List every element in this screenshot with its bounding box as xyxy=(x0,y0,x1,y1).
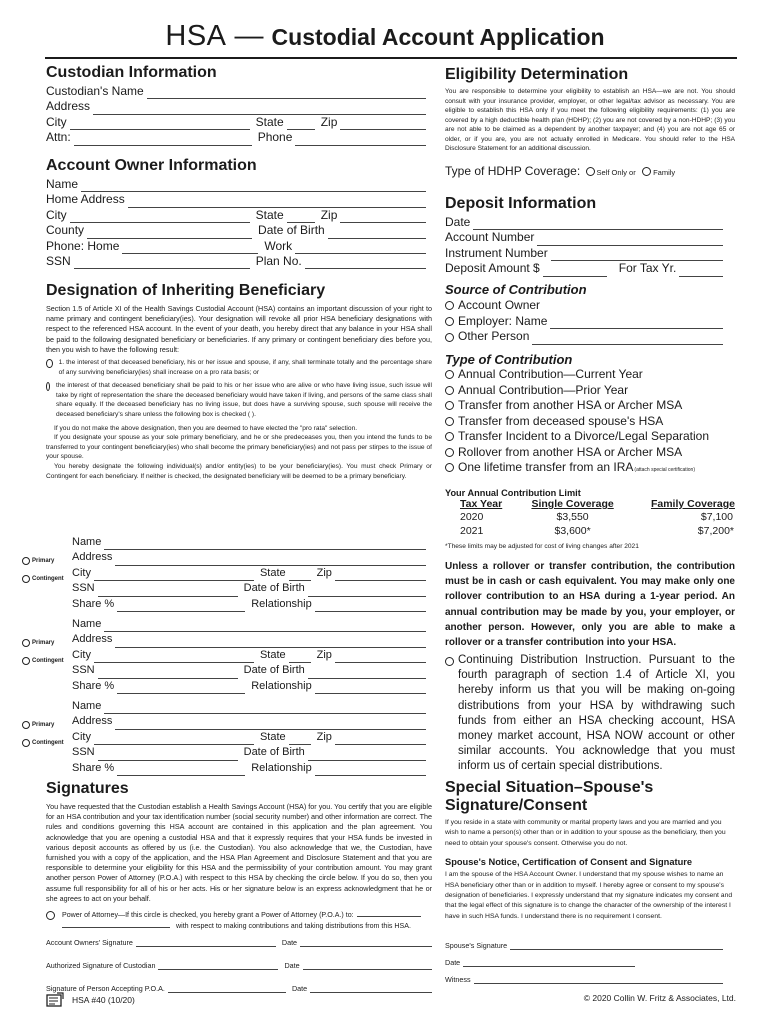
ben-relationship-label: Relationship xyxy=(251,761,312,774)
ben-state-label: State xyxy=(259,566,286,579)
footer-left xyxy=(46,992,135,1008)
owner-state-label: State xyxy=(255,207,284,222)
ben-zip-field[interactable] xyxy=(335,734,426,745)
continuing-text: Continuing Distribution Instruction. Pursuant to the fourth paragraph of section 1.4 of Article XI, you hereby inform us that you will be making on-going distributions from your HSA by withdrawing such funds from either an HSA checking account, HSA money market account, HSA NOW account or other similar accounts. You acknowledge that you must inform us of certain special distributions. xyxy=(458,654,735,773)
type-item xyxy=(445,445,735,461)
ben-share-field[interactable] xyxy=(117,601,245,612)
limits-cell: $3,600* xyxy=(554,525,591,537)
ben-dob-label: Date of Birth xyxy=(243,664,305,677)
type-label: Transfer from deceased spouse's HSA xyxy=(458,413,664,428)
owner-county-label: County xyxy=(46,223,85,238)
poa-sig-label: Signature of Person Accepting P.O.A. xyxy=(46,984,165,993)
ben-dob-field[interactable] xyxy=(308,586,426,597)
ben-name-label: Name xyxy=(72,536,102,548)
primary-radio[interactable] xyxy=(22,639,30,647)
tax-yr-field[interactable] xyxy=(679,266,723,277)
owner-dob-field[interactable] xyxy=(328,228,426,239)
option-2-radio[interactable] xyxy=(46,382,50,391)
owner-city-field[interactable] xyxy=(70,212,250,223)
continuing-radio[interactable] xyxy=(445,657,454,666)
ben-city-label: City xyxy=(72,648,91,661)
beneficiary-block xyxy=(0,699,440,781)
limits-row xyxy=(445,524,735,538)
primary-option xyxy=(22,557,54,565)
spouse-date-label: Date xyxy=(445,958,461,967)
notice-text: I am the spouse of the HSA Account Owner. I understand that my spouse wishes to name an HSA beneficiary other than or in addition to myself. I hereby agree or consent to my spouse's designation of beneficiaries. I expressly understand that my signature indicates my consent and that the legal effect of this signature is to change the character of the ownership of the interest I have in such HSA funds. I understand there is no requirement I consent. xyxy=(445,871,733,920)
poa-option xyxy=(46,909,432,931)
beneficiary-option-2 xyxy=(46,381,432,419)
notice-heading: Spouse's Notice, Certification of Consent and Signature xyxy=(445,857,693,868)
poa-text-1: Power of Attorney—If this circle is checked, you hereby grant a Power of Attorney (P.O.A.) to: xyxy=(62,911,354,920)
ben-city-field[interactable] xyxy=(94,734,254,745)
ben-ssn-label: SSN xyxy=(72,746,95,759)
deposit-amount-label: Deposit Amount $ xyxy=(445,261,540,276)
title-prefix: HSA xyxy=(165,20,227,52)
owner-name-label: Name xyxy=(46,177,79,191)
eligibility-heading: Eligibility Determination xyxy=(445,66,629,83)
owner-phone-home-field[interactable] xyxy=(122,243,258,254)
owner-zip-field[interactable] xyxy=(340,212,426,223)
type-radio[interactable] xyxy=(445,401,454,410)
special-heading-2: Signature/Consent xyxy=(445,797,588,814)
continuing-section xyxy=(445,653,735,775)
owner-county-field[interactable] xyxy=(87,228,252,239)
eligibility-section xyxy=(445,66,735,178)
source-owner-radio[interactable] xyxy=(445,301,454,310)
option-2-text: the interest of that deceased beneficiary shall be paid to his or her issue who are alive or who have living issue, such issue will take by right of representation the share the deceased beneficiary would have taken if living, and persons of the same class shall share equally. If the deceased beneficiary has no living issue, but does have a surviving spouse, such spouse will receive the deceased beneficiary's share unless the following box is checked ( ). xyxy=(56,382,432,418)
owner-sig-label: Account Owners' Signature xyxy=(46,938,133,947)
owner-sig-date-field[interactable] xyxy=(300,939,432,947)
owner-sig-field[interactable] xyxy=(136,939,276,947)
type-label: Transfer from another HSA or Archer MSA xyxy=(458,398,683,412)
account-number-label: Account Number xyxy=(445,230,535,245)
owner-heading: Account Owner Information xyxy=(46,157,257,174)
source-section xyxy=(445,282,735,345)
custodian-phone-label: Phone xyxy=(257,130,293,145)
family-label: Family xyxy=(653,167,676,177)
custodian-zip-label: Zip xyxy=(320,114,338,129)
owner-city-label: City xyxy=(46,207,67,222)
primary-label: Primary xyxy=(32,640,55,646)
ben-address-label: Address xyxy=(72,633,113,646)
ben-dob-label: Date of Birth xyxy=(243,582,305,595)
custodian-address-label: Address xyxy=(46,99,91,114)
ben-dob-field[interactable] xyxy=(308,668,426,679)
limits-note: *These limits may be adjusted for cost of living changes after 2021 xyxy=(445,543,639,550)
primary-label: Primary xyxy=(32,558,55,564)
limits-cell: $7,100 xyxy=(700,511,733,523)
contingent-label: Contingent xyxy=(32,740,64,746)
ben-relationship-field[interactable] xyxy=(315,765,426,776)
beneficiary-block xyxy=(0,535,440,617)
coverage-label: Type of HDHP Coverage: xyxy=(445,163,581,178)
cust-sig-field[interactable] xyxy=(158,962,278,970)
ben-ssn-field[interactable] xyxy=(98,586,238,597)
poa-name-field[interactable] xyxy=(357,909,421,917)
limits-header-family: Family Coverage xyxy=(650,498,735,510)
spouse-sig-field[interactable] xyxy=(510,942,723,950)
owner-sig-date-label: Date xyxy=(281,938,298,947)
ben-relationship-field[interactable] xyxy=(315,601,426,612)
deposit-amount-field[interactable] xyxy=(543,266,607,277)
contingent-option xyxy=(22,575,64,583)
cust-sig-label: Authorized Signature of Custodian xyxy=(46,961,156,970)
ben-share-label: Share % xyxy=(72,679,115,692)
custodian-attn-field[interactable] xyxy=(74,135,252,146)
instrument-number-field[interactable] xyxy=(551,250,723,261)
owner-zip-label: Zip xyxy=(320,207,338,222)
limits-table xyxy=(445,498,735,538)
type-item xyxy=(445,367,735,383)
poa-sig-field[interactable] xyxy=(168,985,286,993)
ben-share-label: Share % xyxy=(72,761,115,774)
eligibility-text: You are responsible to determine your eligibility to establish an HSA—we are not. You should consult with your insurance provider, employer, or other legal/tax advisor as necessary. You are eligible to establish this HSA only if you meet the following eligibility requirements: (1) you are covered by a high deductible health plan (HDHP); (2) you are not covered by a non-HDHP; (3) you are not able to be claimed as a dependent by another taxpayer; and (4) you are not age 65 or older, or if you are, you are not actually enrolled in Medicare. You should refer to the HSA Disclosure Statement for an additional discussion. xyxy=(445,88,735,152)
source-owner-label: Account Owner xyxy=(458,298,541,312)
signatures-section xyxy=(46,780,432,931)
primary-radio[interactable] xyxy=(22,721,30,729)
poa-name-field-2[interactable] xyxy=(62,920,170,928)
type-radio[interactable] xyxy=(445,448,454,457)
poa-radio[interactable] xyxy=(46,911,55,920)
beneficiary-p3: You hereby designate the following individual(s) and/or entity(ies) to be your beneficiary(ies). You must check Primary or Contingent for each beneficiary. If neither is checked, the designated beneficiary will be deemed to be a primary beneficiary. xyxy=(46,462,432,480)
ben-city-label: City xyxy=(72,566,91,579)
type-heading: Type of Contribution xyxy=(445,352,573,367)
source-other-radio[interactable] xyxy=(445,333,454,342)
owner-work-field[interactable] xyxy=(295,243,426,254)
ben-ssn-label: SSN xyxy=(72,582,95,595)
title-main: Custodial Account Application xyxy=(271,24,605,50)
ben-zip-label: Zip xyxy=(316,730,332,743)
source-other-label: Other Person xyxy=(458,329,530,343)
self-only-radio[interactable] xyxy=(586,167,595,176)
type-label: One lifetime transfer from an IRA xyxy=(458,460,634,474)
ben-share-field[interactable] xyxy=(117,765,245,776)
ben-zip-field[interactable] xyxy=(335,570,426,581)
type-radio[interactable] xyxy=(445,463,454,472)
custodian-city-field[interactable] xyxy=(70,119,250,130)
custodian-state-label: State xyxy=(255,114,284,129)
custodian-name-label: Custodian's Name xyxy=(46,84,144,98)
type-label: Transfer Incident to a Divorce/Legal Separation xyxy=(458,429,710,443)
limits-cell: 2020 xyxy=(460,511,484,523)
deposit-section xyxy=(445,195,735,277)
poa-sig-date-label: Date xyxy=(291,984,308,993)
beneficiary-intro: Section 1.5 of Article XI of the Health Savings Custodial Account (HSA) contains an important discussion of your right to name primary and contingent beneficiary(ies). Your designation will revoke all prior HSA beneficiary designations with respect to the referenced HSA account. In the event of your death, you hereby direct that any balance in your HSA shall be paid to the following designated beneficiary or beneficiaries. If any primary or contingent beneficiary dies before you, then you wish to have the following result: xyxy=(46,304,432,354)
owner-plan-no-field[interactable] xyxy=(305,258,426,269)
limits-cell: $7,200* xyxy=(697,525,734,537)
owner-name-field[interactable] xyxy=(81,181,426,192)
ben-relationship-label: Relationship xyxy=(251,597,312,610)
primary-option xyxy=(22,721,54,729)
coverage-type xyxy=(445,164,735,178)
sig-lines xyxy=(46,937,432,993)
ben-dob-field[interactable] xyxy=(308,750,426,761)
custodian-name-field[interactable] xyxy=(147,88,426,99)
primary-label: Primary xyxy=(32,722,55,728)
source-heading: Source of Contribution xyxy=(445,282,587,297)
owner-home-address-label: Home Address xyxy=(46,192,125,207)
owner-ssn-field[interactable] xyxy=(74,258,250,269)
limits-header-single: Single Coverage xyxy=(531,498,614,510)
ben-relationship-field[interactable] xyxy=(315,683,426,694)
deposit-heading: Deposit Information xyxy=(445,195,597,212)
ben-zip-field[interactable] xyxy=(335,652,426,663)
title-rule xyxy=(45,57,737,59)
ben-address-label: Address xyxy=(72,551,113,564)
type-label: Annual Contribution—Prior Year xyxy=(458,382,629,397)
ben-ssn-field[interactable] xyxy=(98,668,238,679)
ben-address-label: Address xyxy=(72,715,113,728)
owner-work-label: Work xyxy=(264,238,293,253)
type-item xyxy=(445,414,735,430)
type-radio[interactable] xyxy=(445,386,454,395)
limits-heading: Your Annual Contribution Limit xyxy=(445,488,581,498)
type-radio[interactable] xyxy=(445,370,454,379)
owner-phone-home-label: Phone: Home xyxy=(46,238,120,253)
custodian-state-field[interactable] xyxy=(287,119,315,130)
owner-home-address-field[interactable] xyxy=(128,197,426,208)
type-label: Rollover from another HSA or Archer MSA xyxy=(458,444,683,459)
ben-city-field[interactable] xyxy=(94,570,254,581)
ben-address-field[interactable] xyxy=(115,719,426,730)
beneficiary-section xyxy=(46,282,432,481)
ben-ssn-label: SSN xyxy=(72,664,95,677)
cust-sig-date-field[interactable] xyxy=(303,962,432,970)
ben-state-label: State xyxy=(259,730,286,743)
ben-state-field[interactable] xyxy=(289,570,311,581)
ben-zip-label: Zip xyxy=(316,648,332,661)
ben-name-field[interactable] xyxy=(104,703,426,714)
beneficiary-p1: If you do not make the above designation, then you are deemed to have elected the "pro rata" selection. xyxy=(54,424,358,432)
limits-row xyxy=(445,510,735,524)
type-item xyxy=(445,429,735,445)
ben-state-field[interactable] xyxy=(289,734,311,745)
type-section xyxy=(445,352,735,479)
contingent-option xyxy=(22,657,64,665)
ben-zip-label: Zip xyxy=(316,566,332,579)
ben-city-field[interactable] xyxy=(94,652,254,663)
custodian-attn-label: Attn: xyxy=(46,130,71,145)
deposit-date-label: Date xyxy=(445,215,471,229)
poa-text-2: with respect to making contributions and taking distributions from this HSA. xyxy=(176,922,411,931)
type-radio[interactable] xyxy=(445,417,454,426)
custodian-address-field[interactable] xyxy=(93,104,426,115)
form-number: HSA #40 (10/20) xyxy=(72,995,135,1005)
other-person-field[interactable] xyxy=(532,334,723,345)
witness-label: Witness xyxy=(445,975,471,984)
source-employer-label: Employer: Name xyxy=(458,313,548,328)
ben-share-field[interactable] xyxy=(117,683,245,694)
contingent-radio[interactable] xyxy=(22,657,30,665)
ben-ssn-field[interactable] xyxy=(98,750,238,761)
ira-note: (attach special certification) xyxy=(634,467,695,473)
special-section xyxy=(445,779,735,922)
family-radio[interactable] xyxy=(642,167,651,176)
contingent-option xyxy=(22,739,64,747)
ben-name-label: Name xyxy=(72,618,102,630)
type-label: Annual Contribution—Current Year xyxy=(458,367,643,381)
ben-city-label: City xyxy=(72,730,91,743)
owner-plan-no-label: Plan No. xyxy=(255,254,302,269)
source-employer-radio[interactable] xyxy=(445,317,454,326)
self-only-label: Self Only or xyxy=(596,167,636,177)
type-item xyxy=(445,383,735,399)
custodian-city-label: City xyxy=(46,114,67,129)
contingent-radio[interactable] xyxy=(22,575,30,583)
rollover-note: Unless a rollover or transfer contribution, the contribution must be in cash or cash equivalent. You may make only one rollover contribution to an HSA during a 1-year period. An annual contribution may be made by you, your employer, or another person. However, only you are able to make a rollover or a transfer contribution into your HSA. xyxy=(445,561,735,649)
special-heading-1: Special Situation–Spouse's xyxy=(445,779,654,796)
ben-address-field[interactable] xyxy=(115,637,426,648)
custodian-section xyxy=(46,64,432,146)
contingent-radio[interactable] xyxy=(22,739,30,747)
option-1-radio[interactable] xyxy=(46,359,53,368)
beneficiary-heading: Designation of Inheriting Beneficiary xyxy=(46,282,326,299)
document-icon xyxy=(46,992,64,1008)
spouse-sig-lines xyxy=(445,940,735,984)
limits-cell: 2021 xyxy=(460,525,484,537)
signatures-text: You have requested that the Custodian establish a Health Savings Account (HSA) for you. You certify that you are eligible for an HSA contribution and your tax identification number (social security number) and other information are correct. The rules and conditions governing this HSA account are contained in this application and the plan agreement. You acknowledge that you are opening a custodial HSA and that it expressly requires that your HSA funds be invested in various deposit accounts as offered by us (i.e. the Custodian). You also acknowledge that we, the Custodian, have furnished you with a copy of the application, and the HSA Plan Agreement and Disclosure Statement and that you are responsible to determine your eligibility for this HSA and the permissibility of your contribution amount. You may grant another person Power of Attorney (P.O.A.) with respect to this HSA by checking the circle below. If you do so, then you assume full responsibility for all of his or her acts. His or her signature below is an express acknowledgment that he or she agrees to act on your behalf. xyxy=(46,802,432,903)
spouse-sig-label: Spouse's Signature xyxy=(445,941,508,950)
owner-dob-label: Date of Birth xyxy=(258,223,325,238)
primary-option xyxy=(22,639,54,647)
tax-yr-label: For Tax Yr. xyxy=(618,261,677,276)
ben-address-field[interactable] xyxy=(115,555,426,566)
limits-header-year: Tax Year xyxy=(460,498,503,510)
ben-dob-label: Date of Birth xyxy=(243,746,305,759)
limits-section xyxy=(445,488,735,550)
ben-share-label: Share % xyxy=(72,597,115,610)
contingent-label: Contingent xyxy=(32,576,64,582)
poa-sig-date-field[interactable] xyxy=(310,985,432,993)
custodian-phone-field[interactable] xyxy=(295,135,426,146)
limits-cell: $3,550 xyxy=(556,511,589,523)
ben-state-field[interactable] xyxy=(289,652,311,663)
employer-name-field[interactable] xyxy=(550,318,723,329)
special-text: If you reside in a state with community or marital property laws and you are married and you wish to name a person(s) other than or in addition to your spouse as the beneficiary, then you need to obtain your spouse's consent. Otherwise you do not. xyxy=(445,819,726,847)
option-1-text: 1. the interest of that deceased beneficiary, his or her issue and spouse, if any, shall terminate totally and the percentage share of any surviving beneficiary(ies) shall increase on a pro rata basis; or xyxy=(58,359,432,376)
ben-name-label: Name xyxy=(72,700,102,712)
ben-name-field[interactable] xyxy=(104,621,426,632)
primary-radio[interactable] xyxy=(22,557,30,565)
beneficiary-block xyxy=(0,617,440,699)
signatures-heading: Signatures xyxy=(46,780,129,797)
ben-state-label: State xyxy=(259,648,286,661)
owner-state-field[interactable] xyxy=(287,212,315,223)
page-title xyxy=(0,20,770,53)
witness-field[interactable] xyxy=(474,976,723,984)
type-list xyxy=(445,367,735,479)
type-radio[interactable] xyxy=(445,432,454,441)
ben-name-field[interactable] xyxy=(104,539,426,550)
cust-sig-date-label: Date xyxy=(284,961,300,970)
owner-section xyxy=(46,157,432,269)
title-dash: — xyxy=(234,20,264,52)
contingent-label: Contingent xyxy=(32,658,64,664)
account-number-field[interactable] xyxy=(537,235,723,246)
custodian-zip-field[interactable] xyxy=(340,119,426,130)
spouse-date-field[interactable] xyxy=(463,959,635,967)
type-item xyxy=(445,398,735,414)
ben-relationship-label: Relationship xyxy=(251,679,312,692)
type-item xyxy=(445,460,735,479)
copyright: © 2020 Collin W. Fritz & Associates, Ltd. xyxy=(583,993,736,1003)
beneficiary-option-1 xyxy=(46,358,432,377)
instrument-number-label: Instrument Number xyxy=(445,245,548,260)
deposit-date-field[interactable] xyxy=(473,219,723,230)
beneficiary-p2: If you designate your spouse as your sole primary beneficiary, and he or she predeceases you, then you intend the funds to be transferred to your contingent beneficiary(ies) who shall become the primary beneficiary(ies) and not pass per stirpes to the issue of your spouse. xyxy=(46,434,432,461)
custodian-heading: Custodian Information xyxy=(46,64,217,81)
owner-ssn-label: SSN xyxy=(46,254,71,269)
